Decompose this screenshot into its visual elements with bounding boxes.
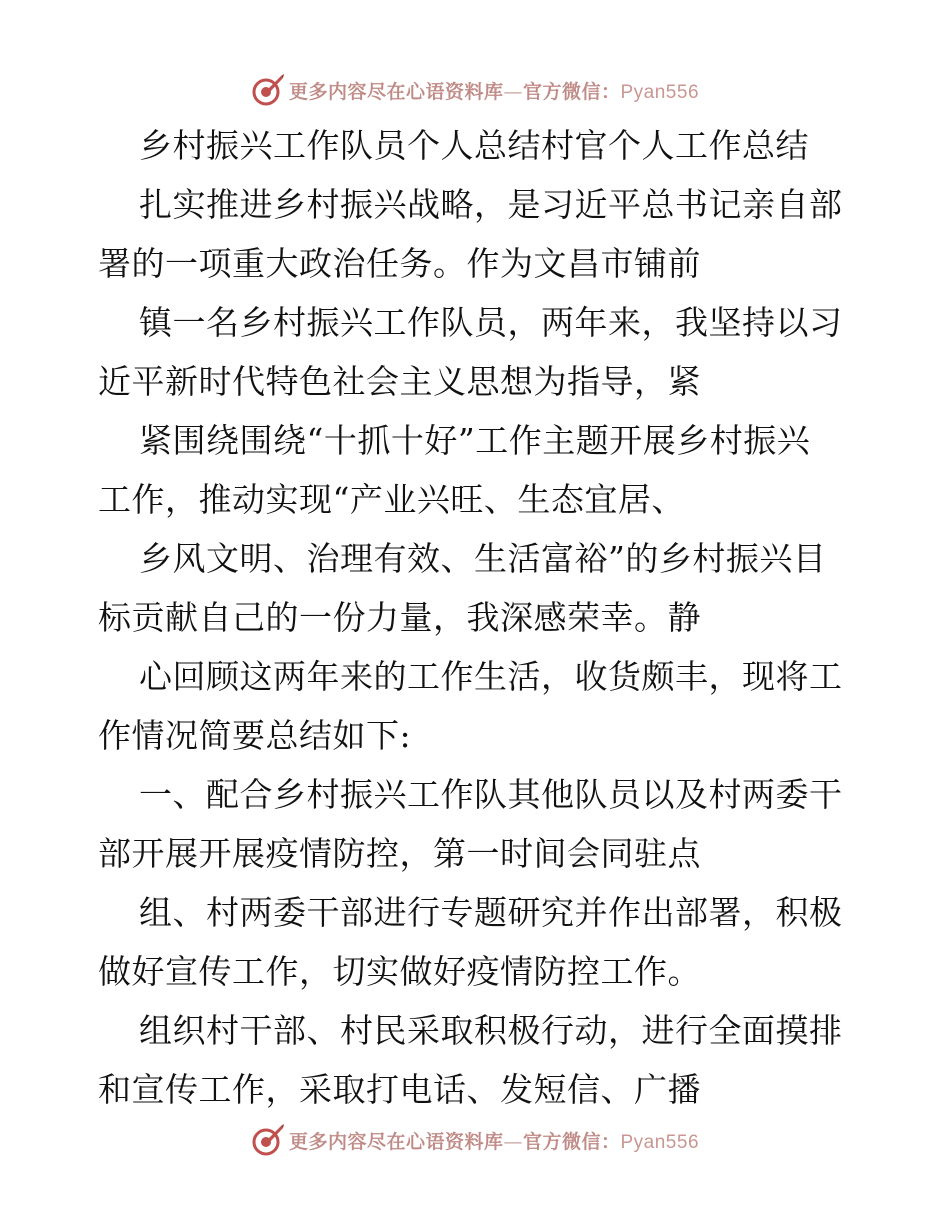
text-line: 工作，推动实现“产业兴旺、生态宜居、 xyxy=(98,480,685,519)
text-line: 扎实推进乡村振兴战略，是习近平总书记亲自部 xyxy=(139,185,843,224)
text-line: 和宣传工作，采取打电话、发短信、广播 xyxy=(98,1070,701,1109)
text-line: 组、村两委干部进行专题研究并作出部署，积极 xyxy=(139,893,843,932)
text-line: 紧围绕围绕“十抓十好”工作主题开展乡村振兴 xyxy=(139,421,811,460)
quill-logo-icon xyxy=(251,1123,285,1157)
watermark-text: 更多内容尽在心语资料库—官方微信：Pyan556 xyxy=(288,1130,700,1153)
footer-watermark-banner xyxy=(0,1120,950,1160)
text-line: 部开展开展疫情防控，第一时间会同驻点 xyxy=(98,834,701,873)
text-line: 做好宣传工作，切实做好疫情防控工作。 xyxy=(98,952,701,991)
section-heading-line: 一、配合乡村振兴工作队其他队员以及村两委干 xyxy=(139,775,843,814)
text-line: 标贡献自己的一份力量，我深感荣幸。静 xyxy=(98,598,701,637)
header-watermark-banner xyxy=(0,70,950,110)
text-line: 乡风文明、治理有效、生活富裕”的乡村振兴目 xyxy=(139,539,827,578)
text-line: 署的一项重大政治任务。作为文昌市铺前 xyxy=(98,244,701,283)
quill-logo-icon xyxy=(251,73,285,107)
document-title: 乡村振兴工作队员个人总结村官个人工作总结 xyxy=(139,126,809,165)
watermark-text: 更多内容尽在心语资料库—官方微信：Pyan556 xyxy=(288,80,700,103)
text-line: 心回顾这两年来的工作生活，收货颇丰，现将工 xyxy=(139,657,843,696)
text-line: 作情况简要总结如下: xyxy=(98,716,412,755)
text-line: 组织村干部、村民采取积极行动，进行全面摸排 xyxy=(139,1011,843,1050)
text-line: 镇一名乡村振兴工作队员，两年来，我坚持以习 xyxy=(139,303,843,342)
text-line: 近平新时代特色社会主义思想为指导，紧 xyxy=(98,362,701,401)
